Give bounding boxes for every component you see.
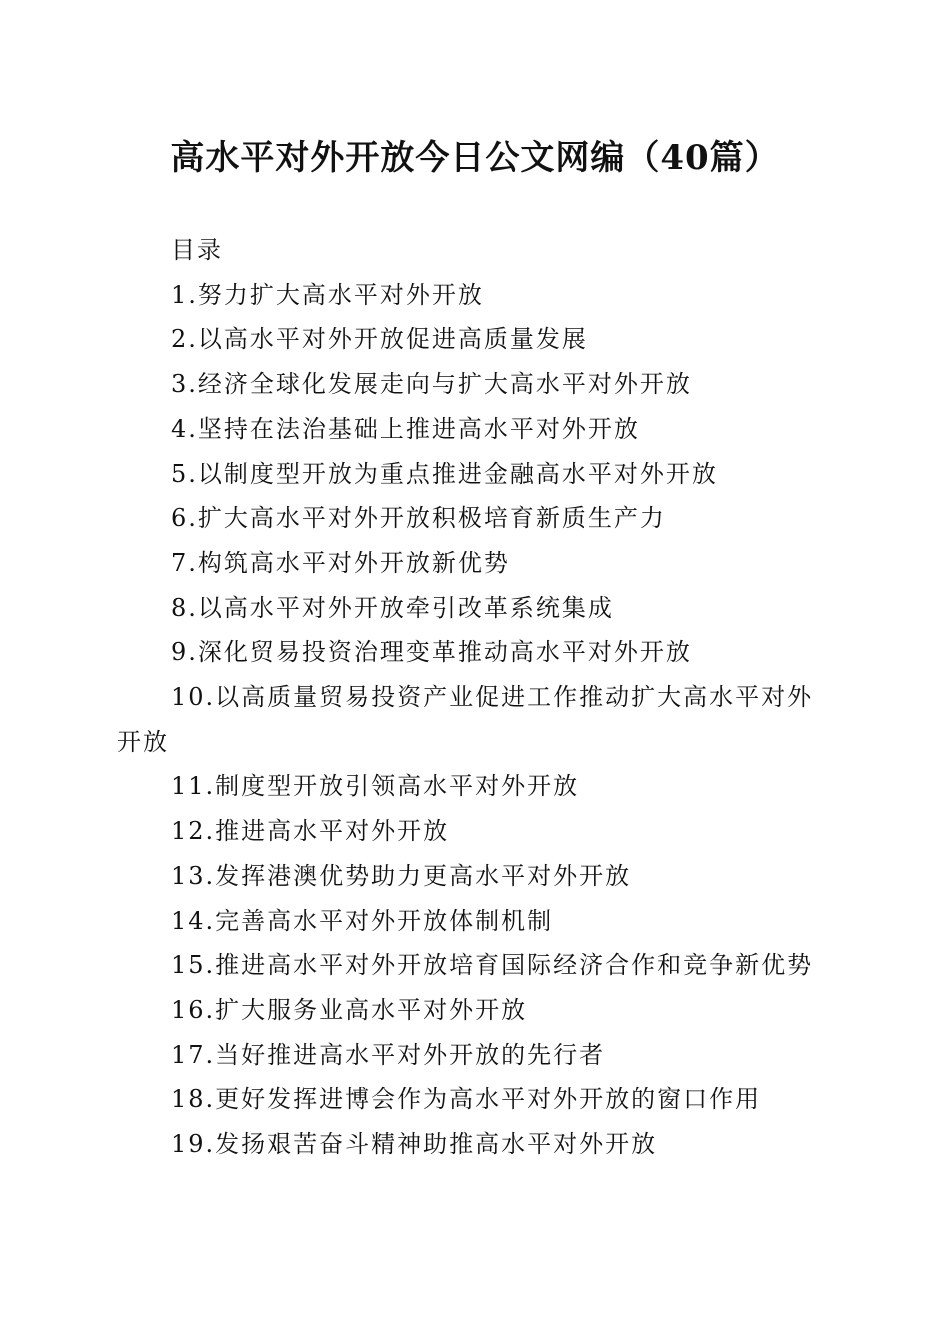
toc-item: 17.当好推进高水平对外开放的先行者: [171, 1040, 606, 1069]
document-title: 高水平对外开放今日公文网编（40篇）: [170, 138, 780, 178]
toc-item: 5.以制度型开放为重点推进金融高水平对外开放: [171, 459, 718, 488]
toc-item: 19.发扬艰苦奋斗精神助推高水平对外开放: [171, 1130, 658, 1159]
toc-item: 2.以高水平对外开放促进高质量发展: [171, 325, 588, 354]
toc-item: 1.努力扩大高水平对外开放: [171, 280, 484, 309]
toc-item: 13.发挥港澳优势助力更高水平对外开放: [171, 861, 632, 890]
toc-item: 15.推进高水平对外开放培育国际经济合作和竞争新优势: [171, 951, 814, 980]
toc-item: 18.更好发挥进博会作为高水平对外开放的窗口作用: [171, 1085, 762, 1114]
toc-heading: 目录: [171, 236, 223, 264]
toc-item: 6.扩大高水平对外开放积极培育新质生产力: [171, 504, 666, 533]
toc-item: 4.坚持在法治基础上推进高水平对外开放: [171, 414, 640, 443]
table-of-contents: [117, 228, 837, 1167]
toc-item: 9.深化贸易投资治理变革推动高水平对外开放: [171, 638, 692, 667]
toc-item: 8.以高水平对外开放牵引改革系统集成: [171, 593, 614, 622]
toc-item: 14.完善高水平对外开放体制机制: [171, 906, 554, 935]
toc-item: 11.制度型开放引领高水平对外开放: [171, 772, 580, 801]
toc-item: 7.构筑高水平对外开放新优势: [171, 548, 510, 577]
toc-item: 3.经济全球化发展走向与扩大高水平对外开放: [171, 370, 692, 399]
toc-item: 10.以高质量贸易投资产业促进工作推动扩大高水平对外开放: [117, 683, 814, 756]
toc-item: 16.扩大服务业高水平对外开放: [171, 995, 528, 1024]
toc-item: 12.推进高水平对外开放: [171, 817, 450, 846]
